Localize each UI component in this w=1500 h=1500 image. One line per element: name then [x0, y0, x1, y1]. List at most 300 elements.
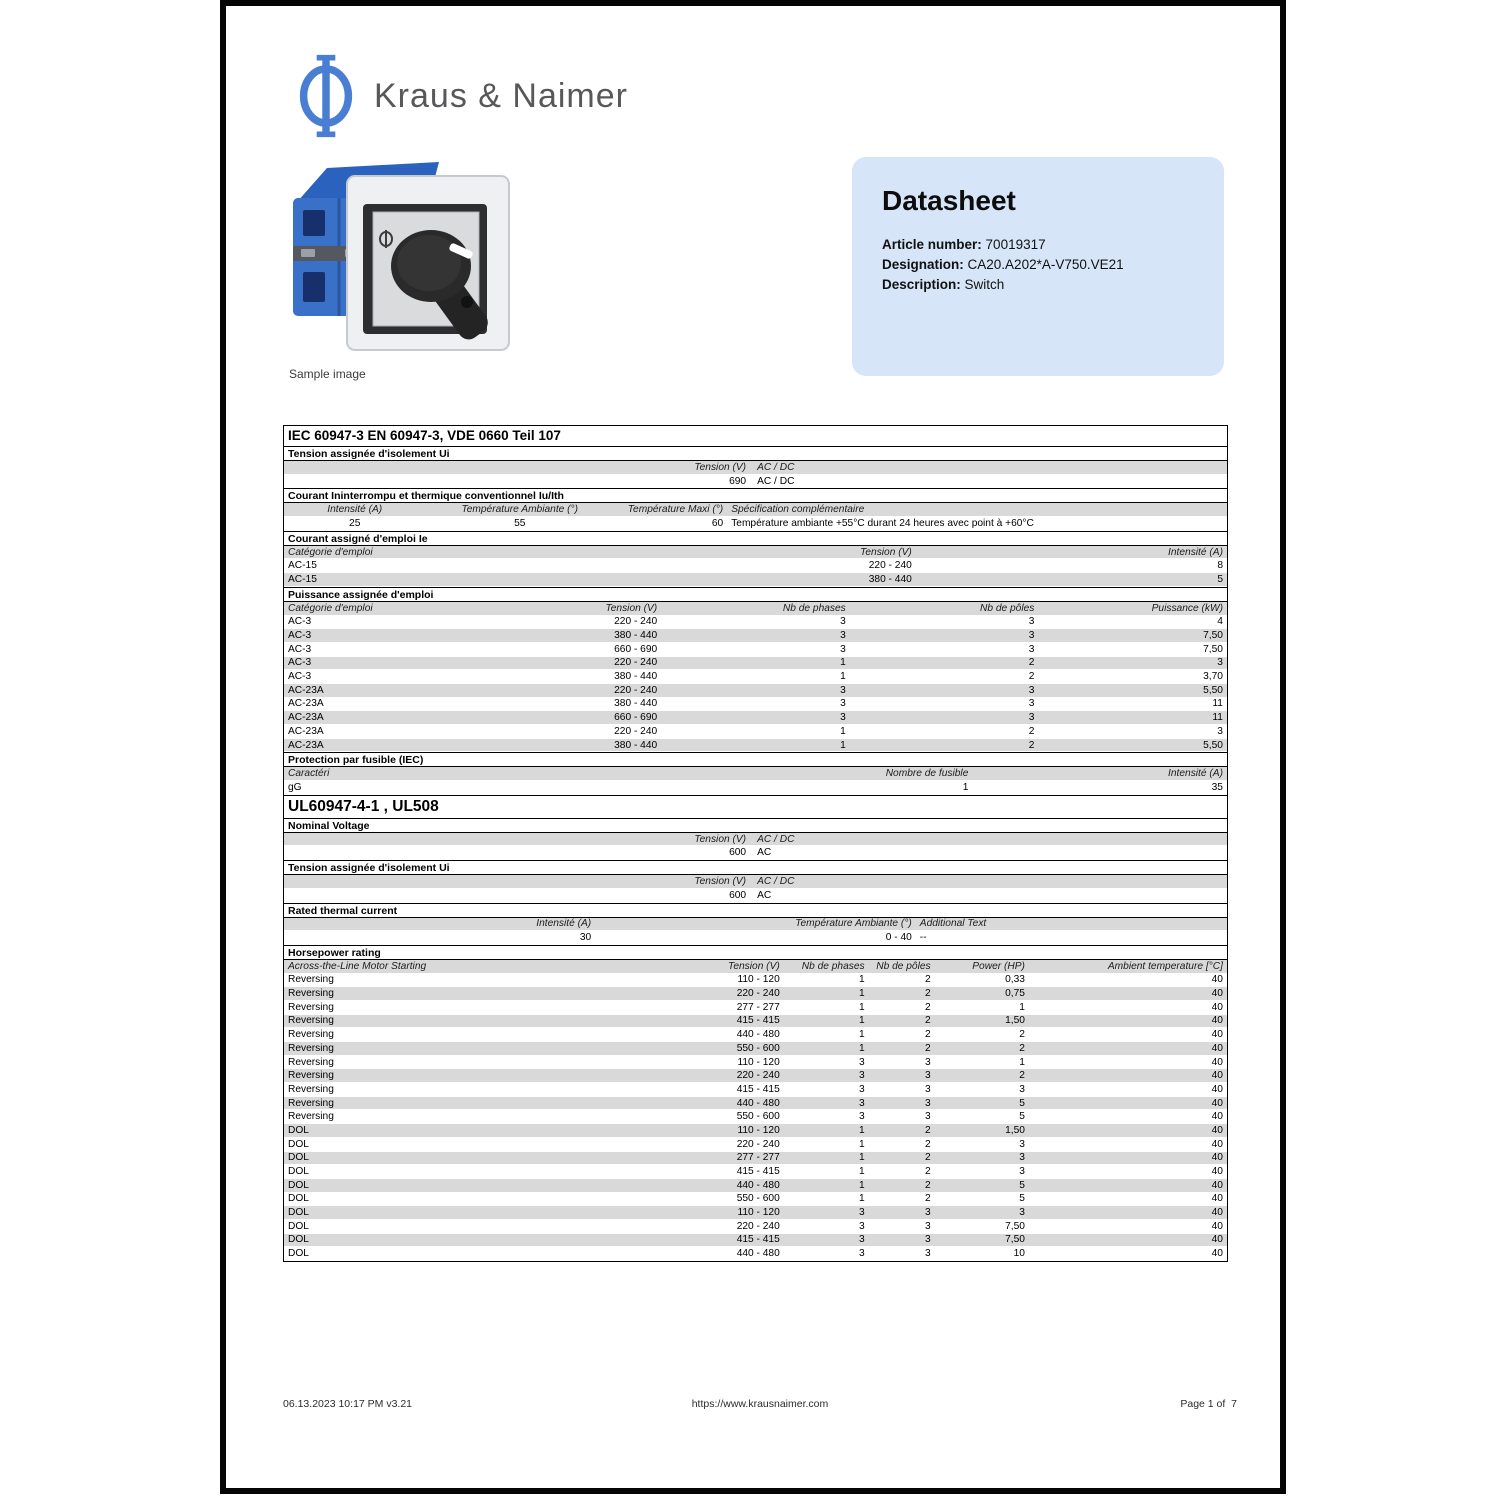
table-cell: 35 [1211, 781, 1223, 793]
table-cell: 40 [1211, 1193, 1223, 1205]
table-section-header: Tension assignée d'isolement Ui [284, 446, 1227, 461]
table-cell: 3 [924, 1083, 931, 1095]
table-cell: 2 [1028, 739, 1035, 751]
table-cell: 3 [1028, 712, 1035, 724]
table-cell: 40 [1211, 988, 1223, 1000]
table-row [284, 1124, 1227, 1138]
table-cell: 220 - 240 [614, 616, 658, 628]
table-kv-row [284, 833, 1227, 847]
table-header-row [284, 918, 1227, 932]
table-cell: 3 [858, 1056, 865, 1068]
table-cell: AC-3 [288, 671, 312, 683]
table-cell: 5 [1019, 1111, 1025, 1123]
table-cell: 40 [1211, 1056, 1223, 1068]
table-cell: 5 [1019, 1097, 1025, 1109]
table-section-header: Rated thermal current [284, 903, 1227, 918]
table-section-header: Tension assignée d'isolement Ui [284, 860, 1227, 875]
table-cell: 3 [924, 1234, 931, 1246]
table-cell: 40 [1211, 1097, 1223, 1109]
table-cell: Reversing [288, 974, 334, 986]
table-cell: 40 [1211, 974, 1223, 986]
designation-value: CA20.A202*A-V750.VE21 [967, 257, 1124, 272]
table-cell: 3 [858, 1111, 865, 1123]
table-cell: 2 [924, 1138, 931, 1150]
table-cell: 10 [1013, 1248, 1025, 1260]
table-cell: 3 [924, 1097, 931, 1109]
table-cell: 440 - 480 [736, 1029, 780, 1041]
table-cell: 3 [1019, 1083, 1025, 1095]
table-cell: 2 [1019, 1042, 1025, 1054]
table-cell: 40 [1211, 1220, 1223, 1232]
table-cell: 2 [924, 988, 931, 1000]
table-cell: AC-15 [288, 560, 317, 572]
article-number-label: Article number: [882, 237, 982, 252]
table-row [284, 1028, 1227, 1042]
column-header: Ambient temperature [°C] [1107, 960, 1223, 972]
table-cell: 2 [1019, 1029, 1025, 1041]
table-cell: 0,75 [1005, 988, 1025, 1000]
table-row [284, 1097, 1227, 1111]
table-cell: 1 [840, 671, 846, 683]
table-cell: AC-23A [288, 684, 324, 696]
table-cell: 1 [858, 1152, 865, 1164]
table-cell: 3 [858, 1234, 865, 1246]
table-cell: 2 [924, 974, 931, 986]
table-cell: 40 [1211, 1152, 1223, 1164]
table-header-row [284, 546, 1227, 560]
phi-logo-icon [298, 52, 354, 140]
designation-field [882, 255, 1194, 275]
table-cell: 1 [1019, 1056, 1025, 1068]
kv-label: Tension (V) [694, 833, 747, 845]
table-kv-row [284, 875, 1227, 889]
table-cell: 40 [1211, 1070, 1223, 1082]
table-cell: 40 [1211, 1015, 1223, 1027]
table-row [284, 573, 1227, 587]
table-row [284, 657, 1227, 671]
table-cell: 220 - 240 [614, 725, 658, 737]
sample-image-caption: Sample image [289, 367, 366, 381]
cam-switch-image [283, 150, 515, 360]
table-cell: AC-23A [288, 739, 324, 751]
table-cell: 0,33 [1005, 974, 1025, 986]
table-cell: 550 - 600 [736, 1193, 780, 1205]
table-cell: 3 [1028, 684, 1035, 696]
table-cell: 25 [349, 517, 361, 529]
table-row [284, 616, 1227, 630]
table-cell: 40 [1211, 1166, 1223, 1178]
column-header: Température Ambiante (°) [461, 504, 579, 516]
table-cell: AC-23A [288, 725, 324, 737]
table-cell: Reversing [288, 1056, 334, 1068]
table-cell: 1 [858, 1193, 865, 1205]
table-cell: 2 [924, 1124, 931, 1136]
table-row [284, 1069, 1227, 1083]
table-cell: 40 [1211, 1138, 1223, 1150]
table-cell: 3 [858, 1097, 865, 1109]
footer-date-version: 06.13.2023 10:17 PM v3.21 [283, 1398, 413, 1410]
spec-table [283, 425, 1228, 1262]
table-cell: Reversing [288, 1001, 334, 1013]
table-cell: 7,50 [1005, 1220, 1025, 1232]
table-cell: 1 [858, 1001, 865, 1013]
card-title: Datasheet [882, 185, 1016, 216]
table-cell: 4 [1217, 616, 1223, 628]
article-number-field [882, 235, 1194, 255]
table-row [284, 974, 1227, 988]
table-cell: 3 [858, 1248, 865, 1260]
column-header: Intensité (A) [536, 918, 592, 930]
table-cell: DOL [288, 1138, 309, 1150]
table-cell: Reversing [288, 1042, 334, 1054]
table-row [284, 1083, 1227, 1097]
table-row [284, 1206, 1227, 1220]
table-cell: 220 - 240 [868, 560, 912, 572]
table-cell: 110 - 120 [737, 1056, 780, 1068]
table-cell: Reversing [288, 988, 334, 1000]
table-cell: 660 - 690 [614, 712, 658, 724]
table-cell: Reversing [288, 1111, 334, 1123]
table-row [284, 629, 1227, 643]
table-cell: 1,50 [1005, 1015, 1025, 1027]
table-row [284, 517, 1227, 531]
table-cell: 3 [840, 616, 846, 628]
table-cell: 220 - 240 [736, 988, 780, 1000]
table-cell: AC-3 [288, 643, 312, 655]
kv-label: Tension (V) [694, 461, 747, 473]
table-cell: 3 [840, 684, 846, 696]
table-cell: Température ambiante +55°C durant 24 heures avec point à +60°C [731, 517, 1034, 529]
table-cell: 415 - 415 [736, 1083, 780, 1095]
kv-value: AC / DC [757, 475, 795, 487]
table-cell: 40 [1211, 1248, 1223, 1260]
table-cell: 1 [858, 1015, 865, 1027]
table-cell: DOL [288, 1234, 309, 1246]
table-cell: 220 - 240 [736, 1138, 780, 1150]
table-cell: 7,50 [1203, 643, 1223, 655]
table-cell: 3 [840, 712, 846, 724]
table-cell: -- [919, 932, 927, 944]
table-row [284, 1110, 1227, 1124]
table-kv-row [284, 461, 1227, 475]
column-header: Tension (V) [860, 546, 912, 558]
table-cell: 5 [1217, 573, 1223, 585]
table-row [284, 1152, 1227, 1166]
table-cell: 3 [924, 1111, 931, 1123]
kv-value: AC [757, 889, 772, 901]
description-label: Description: [882, 277, 961, 292]
table-cell: 1 [858, 1166, 865, 1178]
table-cell: 60 [711, 517, 724, 529]
table-cell: 40 [1211, 1029, 1223, 1041]
table-kv-row [284, 889, 1227, 903]
table-cell: 2 [924, 1166, 931, 1178]
column-header: Nombre de fusible [885, 768, 969, 780]
table-cell: 550 - 600 [736, 1042, 780, 1054]
table-row [284, 781, 1227, 795]
table-cell: 2 [924, 1193, 931, 1205]
table-cell: 3 [924, 1056, 931, 1068]
table-cell: 2 [924, 1042, 931, 1054]
table-cell: 5 [1019, 1193, 1025, 1205]
table-row [284, 987, 1227, 1001]
table-cell: 415 - 415 [736, 1234, 780, 1246]
table-title: IEC 60947-3 EN 60947-3, VDE 0660 Teil 107 [284, 425, 1227, 446]
table-cell: 2 [924, 1179, 931, 1191]
table-row [284, 1193, 1227, 1207]
table-cell: 415 - 415 [736, 1166, 780, 1178]
table-section-header: Courant Ininterrompu et thermique conventionnel Iu/Ith [284, 488, 1227, 503]
table-cell: 380 - 440 [614, 630, 658, 642]
table-cell: 277 - 277 [736, 1001, 780, 1013]
table-cell: Reversing [288, 1083, 334, 1095]
table-title: UL60947-4-1 , UL508 [284, 795, 1227, 818]
table-cell: 380 - 440 [614, 671, 658, 683]
table-row [284, 684, 1227, 698]
table-cell: 660 - 690 [614, 643, 658, 655]
table-cell: 220 - 240 [736, 1220, 780, 1232]
table-cell: 440 - 480 [736, 1179, 780, 1191]
table-cell: 220 - 240 [614, 684, 658, 696]
table-cell: 1 [1019, 1001, 1025, 1013]
table-cell: 11 [1212, 698, 1223, 710]
table-section-header: Puissance assignée d'emploi [284, 587, 1227, 602]
table-row [284, 1165, 1227, 1179]
table-cell: 7,50 [1005, 1234, 1025, 1246]
table-cell: 3 [924, 1220, 931, 1232]
column-header: Tension (V) [605, 602, 658, 614]
table-cell: 1 [840, 725, 846, 737]
kv-label: 690 [729, 475, 747, 487]
table-cell: 1 [858, 1179, 865, 1191]
table-cell: 3 [858, 1083, 865, 1095]
table-cell: DOL [288, 1207, 309, 1219]
column-header: Power (HP) [972, 960, 1025, 972]
table-cell: 3 [1217, 725, 1223, 737]
table-cell: 40 [1211, 1042, 1223, 1054]
table-row [284, 725, 1227, 739]
kv-label: Tension (V) [694, 875, 747, 887]
table-cell: 3 [1028, 630, 1035, 642]
table-cell: 1 [858, 1029, 865, 1041]
column-header: Nb de phases [782, 602, 846, 614]
table-cell: 3 [1217, 657, 1223, 669]
table-cell: 1 [858, 988, 865, 1000]
table-cell: 40 [1211, 1179, 1223, 1191]
column-header: Catégorie d'emploi [288, 602, 373, 614]
kv-value: AC / DC [757, 461, 795, 473]
table-section-header: Nominal Voltage [284, 818, 1227, 833]
table-cell: 2 [1019, 1070, 1025, 1082]
table-cell: 1 [858, 1124, 865, 1136]
table-row [284, 711, 1227, 725]
table-row [284, 1220, 1227, 1234]
table-cell: 3 [1019, 1207, 1025, 1219]
column-header: Nb de pôles [980, 602, 1035, 614]
table-cell: 30 [579, 932, 592, 944]
table-row [284, 931, 1227, 945]
table-cell: 0 - 40 [885, 932, 912, 944]
table-cell: 220 - 240 [614, 657, 658, 669]
kv-value: AC / DC [757, 875, 795, 887]
table-cell: DOL [288, 1152, 309, 1164]
table-cell: 2 [924, 1029, 931, 1041]
column-header: Intensité (A) [1168, 546, 1223, 558]
table-cell: AC-23A [288, 698, 324, 710]
footer-page-number: Page 1 of 7 [1180, 1398, 1237, 1410]
column-header: Catégorie d'emploi [288, 546, 373, 558]
table-cell: 440 - 480 [736, 1248, 780, 1260]
table-header-row [284, 960, 1227, 974]
column-header: Spécification complémentaire [731, 504, 865, 516]
table-cell: 1 [858, 1138, 865, 1150]
table-cell: gG [288, 781, 302, 793]
table-cell: 1 [858, 974, 865, 986]
table-cell: DOL [288, 1179, 309, 1191]
table-row [284, 1001, 1227, 1015]
table-cell: 110 - 120 [737, 974, 780, 986]
table-section-header: Horsepower rating [284, 945, 1227, 960]
brand-name: Kraus & Naimer [374, 76, 628, 115]
table-cell: 3 [858, 1220, 865, 1232]
table-cell: 55 [514, 517, 526, 529]
table-cell: 40 [1211, 1124, 1223, 1136]
table-cell: 380 - 440 [614, 739, 658, 751]
table-row [284, 643, 1227, 657]
table-cell: 277 - 277 [736, 1152, 780, 1164]
table-cell: 40 [1211, 1207, 1223, 1219]
table-cell: 11 [1212, 712, 1223, 724]
brand-header [298, 52, 628, 140]
table-cell: 3 [1028, 643, 1035, 655]
table-cell: 7,50 [1203, 630, 1223, 642]
table-row [284, 559, 1227, 573]
table-row [284, 698, 1227, 712]
table-row [284, 1042, 1227, 1056]
table-cell: 40 [1211, 1111, 1223, 1123]
kv-value: AC / DC [757, 833, 795, 845]
table-cell: 40 [1211, 1001, 1223, 1013]
datasheet-card [852, 157, 1224, 376]
table-row [284, 1015, 1227, 1029]
column-header: Température Maxi (°) [627, 504, 724, 516]
table-cell: DOL [288, 1166, 309, 1178]
table-cell: 3 [1028, 698, 1035, 710]
column-header: Température Ambiante (°) [795, 918, 912, 930]
table-cell: 5,50 [1203, 739, 1223, 751]
table-cell: 3 [924, 1207, 931, 1219]
table-cell: 5 [1019, 1179, 1025, 1191]
table-kv-row [284, 475, 1227, 489]
column-header: Caractéri [288, 768, 330, 780]
column-header: Tension (V) [728, 960, 780, 972]
table-row [284, 1179, 1227, 1193]
table-row [284, 1234, 1227, 1248]
table-cell: Reversing [288, 1029, 334, 1041]
table-header-row [284, 602, 1227, 616]
table-row [284, 1138, 1227, 1152]
table-header-row [284, 503, 1227, 517]
table-section-header: Protection par fusible (IEC) [284, 752, 1227, 767]
table-cell: 550 - 600 [736, 1111, 780, 1123]
table-cell: AC-3 [288, 616, 312, 628]
table-cell: AC-3 [288, 630, 312, 642]
column-header: Intensité (A) [327, 504, 383, 516]
table-cell: 110 - 120 [737, 1207, 780, 1219]
product-image-block [283, 150, 515, 381]
article-number-value: 70019317 [985, 237, 1046, 252]
table-cell: 3 [840, 698, 846, 710]
table-cell: Reversing [288, 1070, 334, 1082]
table-cell: Reversing [288, 1015, 334, 1027]
table-cell: DOL [288, 1248, 309, 1260]
description-value: Switch [964, 277, 1005, 292]
table-cell: 1 [858, 1042, 865, 1054]
table-cell: Reversing [288, 1097, 334, 1109]
column-header: Intensité (A) [1168, 768, 1223, 780]
table-cell: 2 [924, 1152, 931, 1164]
table-section-header: Courant assigné d'emploi Ie [284, 531, 1227, 546]
table-cell: 3 [840, 630, 846, 642]
table-cell: 2 [924, 1015, 931, 1027]
kv-value: AC [757, 847, 772, 859]
table-cell: 2 [1028, 671, 1035, 683]
table-cell: 1 [840, 739, 846, 751]
table-cell: 1 [840, 657, 846, 669]
table-cell: 3 [858, 1070, 865, 1082]
table-row [284, 739, 1227, 753]
table-cell: 380 - 440 [614, 698, 658, 710]
table-cell: DOL [288, 1220, 309, 1232]
table-cell: 3 [1019, 1166, 1025, 1178]
table-cell: 3 [1019, 1152, 1025, 1164]
description-field [882, 275, 1194, 295]
column-header: Across-the-Line Motor Starting [288, 960, 427, 972]
table-cell: 2 [1028, 657, 1035, 669]
table-cell: 3 [924, 1070, 931, 1082]
table-kv-row [284, 846, 1227, 860]
table-cell: 380 - 440 [868, 573, 912, 585]
table-cell: 220 - 240 [736, 1070, 780, 1082]
table-cell: 1,50 [1005, 1124, 1025, 1136]
table-cell: 1 [962, 781, 969, 793]
table-cell: AC-3 [288, 657, 312, 669]
table-cell: 110 - 120 [737, 1124, 780, 1136]
table-cell: 40 [1211, 1083, 1223, 1095]
table-row [284, 1056, 1227, 1070]
kv-label: 600 [729, 889, 747, 901]
table-row [284, 1247, 1227, 1261]
table-cell: 3 [858, 1207, 865, 1219]
table-cell: 2 [924, 1001, 931, 1013]
table-row [284, 670, 1227, 684]
footer-url[interactable]: https://www.krausnaimer.com [691, 1398, 829, 1410]
column-header: Additional Text [919, 918, 987, 930]
table-cell: 3 [924, 1248, 931, 1260]
table-cell: 3,70 [1203, 671, 1223, 683]
designation-label: Designation: [882, 257, 964, 272]
column-header: Nb de phases [801, 960, 865, 972]
table-cell: DOL [288, 1193, 309, 1205]
table-cell: 5,50 [1203, 684, 1223, 696]
table-cell: 40 [1211, 1234, 1223, 1246]
table-cell: AC-15 [288, 573, 317, 585]
table-cell: 415 - 415 [736, 1015, 780, 1027]
table-cell: 8 [1217, 560, 1223, 572]
table-cell: 2 [1028, 725, 1035, 737]
table-cell: AC-23A [288, 712, 324, 724]
table-header-row [284, 767, 1227, 781]
